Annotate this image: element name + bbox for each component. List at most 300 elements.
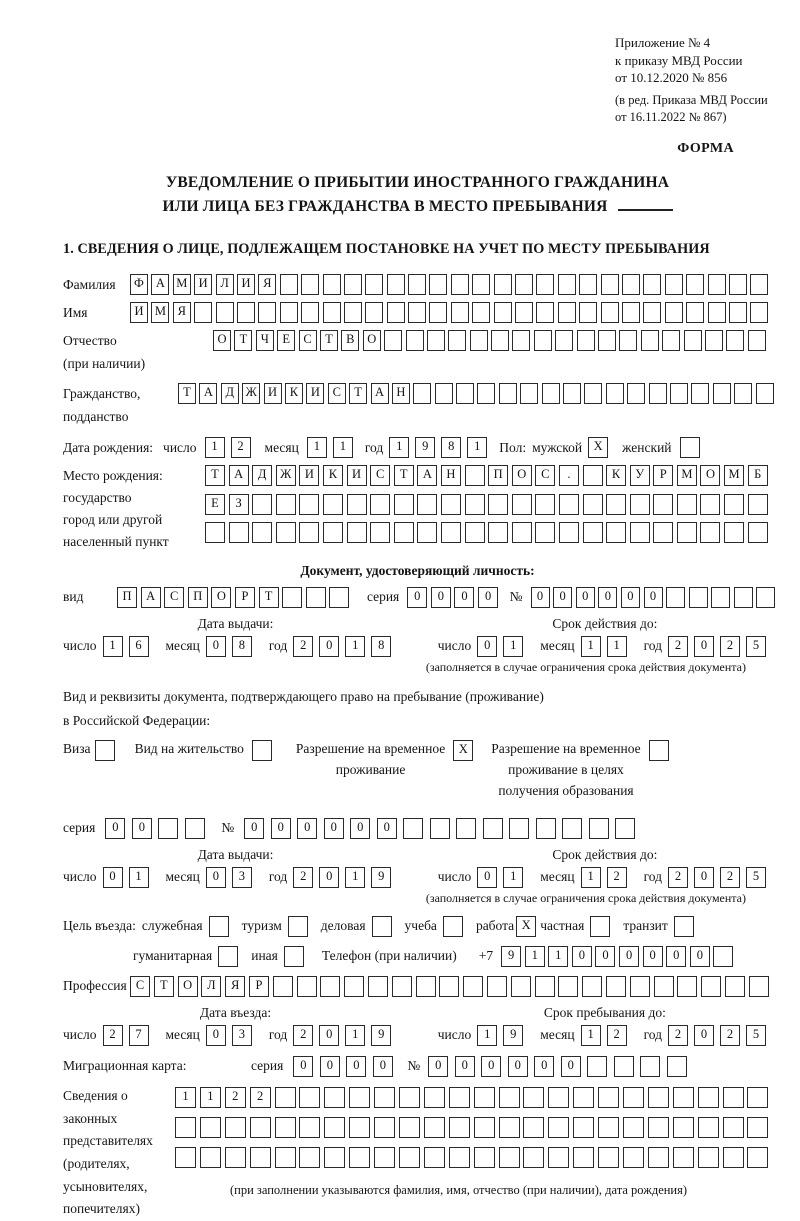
char-cell[interactable]: А bbox=[371, 383, 389, 404]
char-cell[interactable]: 0 bbox=[598, 587, 617, 608]
char-cell[interactable] bbox=[451, 274, 469, 295]
char-cell[interactable] bbox=[723, 1117, 744, 1138]
char-cell[interactable]: С bbox=[299, 330, 317, 351]
residence-issue-month-cells[interactable] bbox=[206, 867, 258, 888]
char-cell[interactable] bbox=[372, 916, 392, 937]
residence-valid-year-cells[interactable] bbox=[668, 867, 772, 888]
char-cell[interactable] bbox=[368, 976, 388, 997]
citizenship-cells[interactable] bbox=[178, 383, 777, 404]
char-cell[interactable] bbox=[558, 976, 578, 997]
char-cell[interactable] bbox=[324, 1147, 345, 1168]
char-cell[interactable] bbox=[472, 274, 490, 295]
char-cell[interactable]: 1 bbox=[503, 636, 523, 657]
char-cell[interactable]: X bbox=[588, 437, 608, 458]
char-cell[interactable] bbox=[748, 522, 768, 543]
char-cell[interactable]: 0 bbox=[595, 946, 615, 967]
char-cell[interactable]: 9 bbox=[415, 437, 435, 458]
char-cell[interactable]: Ч bbox=[256, 330, 274, 351]
char-cell[interactable] bbox=[729, 302, 747, 323]
char-cell[interactable] bbox=[729, 274, 747, 295]
char-cell[interactable] bbox=[598, 1147, 619, 1168]
birth-place-cells-row2[interactable] bbox=[205, 494, 771, 515]
char-cell[interactable] bbox=[648, 1147, 669, 1168]
char-cell[interactable]: 0 bbox=[572, 946, 592, 967]
char-cell[interactable] bbox=[349, 1117, 370, 1138]
char-cell[interactable]: 0 bbox=[297, 818, 317, 839]
char-cell[interactable] bbox=[347, 494, 367, 515]
char-cell[interactable] bbox=[472, 302, 490, 323]
char-cell[interactable]: Р bbox=[235, 587, 255, 608]
char-cell[interactable] bbox=[250, 1117, 271, 1138]
char-cell[interactable]: С bbox=[164, 587, 184, 608]
char-cell[interactable] bbox=[200, 1117, 221, 1138]
char-cell[interactable]: И bbox=[299, 465, 319, 486]
char-cell[interactable] bbox=[689, 587, 708, 608]
char-cell[interactable]: 1 bbox=[477, 1025, 497, 1046]
char-cell[interactable]: А bbox=[417, 465, 437, 486]
char-cell[interactable] bbox=[691, 383, 709, 404]
char-cell[interactable] bbox=[573, 1087, 594, 1108]
char-cell[interactable]: Б bbox=[748, 465, 768, 486]
char-cell[interactable] bbox=[673, 1117, 694, 1138]
char-cell[interactable]: 0 bbox=[694, 636, 714, 657]
char-cell[interactable] bbox=[491, 330, 509, 351]
char-cell[interactable] bbox=[297, 976, 317, 997]
char-cell[interactable] bbox=[559, 494, 579, 515]
char-cell[interactable] bbox=[408, 274, 426, 295]
stay-year-cells[interactable] bbox=[668, 1025, 772, 1046]
char-cell[interactable] bbox=[619, 330, 637, 351]
purpose-transit-checkbox[interactable] bbox=[674, 916, 694, 937]
char-cell[interactable]: С bbox=[370, 465, 390, 486]
char-cell[interactable] bbox=[324, 1117, 345, 1138]
char-cell[interactable]: 2 bbox=[720, 636, 740, 657]
char-cell[interactable] bbox=[523, 1147, 544, 1168]
char-cell[interactable] bbox=[374, 1117, 395, 1138]
char-cell[interactable] bbox=[194, 302, 212, 323]
char-cell[interactable] bbox=[643, 302, 661, 323]
char-cell[interactable]: 0 bbox=[644, 587, 663, 608]
char-cell[interactable] bbox=[399, 1087, 420, 1108]
char-cell[interactable] bbox=[548, 1117, 569, 1138]
char-cell[interactable] bbox=[344, 302, 362, 323]
char-cell[interactable] bbox=[449, 1147, 470, 1168]
char-cell[interactable]: А bbox=[199, 383, 217, 404]
char-cell[interactable] bbox=[323, 302, 341, 323]
char-cell[interactable] bbox=[630, 494, 650, 515]
char-cell[interactable] bbox=[548, 1147, 569, 1168]
char-cell[interactable]: 0 bbox=[561, 1056, 581, 1077]
char-cell[interactable] bbox=[299, 494, 319, 515]
char-cell[interactable] bbox=[413, 383, 431, 404]
char-cell[interactable] bbox=[399, 1147, 420, 1168]
residence-number-cells[interactable] bbox=[244, 818, 642, 839]
char-cell[interactable] bbox=[606, 976, 626, 997]
birth-place-cells-row1[interactable] bbox=[205, 465, 771, 486]
char-cell[interactable] bbox=[237, 302, 255, 323]
char-cell[interactable]: 1 bbox=[581, 1025, 601, 1046]
char-cell[interactable] bbox=[288, 916, 308, 937]
char-cell[interactable] bbox=[394, 522, 414, 543]
char-cell[interactable] bbox=[439, 976, 459, 997]
char-cell[interactable] bbox=[674, 916, 694, 937]
char-cell[interactable]: 1 bbox=[581, 867, 601, 888]
char-cell[interactable]: К bbox=[323, 465, 343, 486]
char-cell[interactable]: П bbox=[188, 587, 208, 608]
char-cell[interactable]: 0 bbox=[666, 946, 686, 967]
profession-cells[interactable] bbox=[130, 976, 773, 997]
char-cell[interactable] bbox=[677, 976, 697, 997]
char-cell[interactable]: 2 bbox=[293, 1025, 313, 1046]
char-cell[interactable]: Е bbox=[277, 330, 295, 351]
char-cell[interactable]: Л bbox=[201, 976, 221, 997]
char-cell[interactable] bbox=[275, 1117, 296, 1138]
char-cell[interactable] bbox=[443, 916, 463, 937]
char-cell[interactable]: 0 bbox=[350, 818, 370, 839]
char-cell[interactable] bbox=[577, 330, 595, 351]
char-cell[interactable] bbox=[435, 383, 453, 404]
char-cell[interactable]: 2 bbox=[103, 1025, 123, 1046]
char-cell[interactable]: 0 bbox=[103, 867, 123, 888]
char-cell[interactable] bbox=[474, 1117, 495, 1138]
char-cell[interactable] bbox=[653, 522, 673, 543]
char-cell[interactable] bbox=[323, 522, 343, 543]
char-cell[interactable]: 1 bbox=[548, 946, 568, 967]
char-cell[interactable]: 3 bbox=[232, 867, 252, 888]
char-cell[interactable]: X bbox=[516, 916, 536, 937]
char-cell[interactable]: П bbox=[488, 465, 508, 486]
char-cell[interactable] bbox=[548, 1087, 569, 1108]
char-cell[interactable] bbox=[252, 494, 272, 515]
char-cell[interactable] bbox=[329, 587, 349, 608]
char-cell[interactable] bbox=[700, 494, 720, 515]
char-cell[interactable] bbox=[299, 1147, 320, 1168]
char-cell[interactable]: Н bbox=[441, 465, 461, 486]
char-cell[interactable]: 1 bbox=[389, 437, 409, 458]
char-cell[interactable]: 1 bbox=[200, 1087, 221, 1108]
char-cell[interactable] bbox=[686, 302, 704, 323]
char-cell[interactable]: 0 bbox=[531, 587, 550, 608]
char-cell[interactable] bbox=[640, 1056, 660, 1077]
char-cell[interactable] bbox=[677, 522, 697, 543]
migration-number-cells[interactable] bbox=[428, 1056, 693, 1077]
doc-valid-year-cells[interactable] bbox=[668, 636, 772, 657]
char-cell[interactable]: Т bbox=[394, 465, 414, 486]
char-cell[interactable]: 2 bbox=[668, 867, 688, 888]
char-cell[interactable] bbox=[216, 302, 234, 323]
residence-valid-day-cells[interactable] bbox=[477, 867, 529, 888]
char-cell[interactable]: М bbox=[151, 302, 169, 323]
char-cell[interactable] bbox=[449, 1117, 470, 1138]
char-cell[interactable] bbox=[665, 274, 683, 295]
char-cell[interactable]: 1 bbox=[175, 1087, 196, 1108]
char-cell[interactable] bbox=[158, 818, 178, 839]
char-cell[interactable]: 8 bbox=[371, 636, 391, 657]
char-cell[interactable] bbox=[456, 383, 474, 404]
char-cell[interactable] bbox=[590, 916, 610, 937]
char-cell[interactable] bbox=[583, 465, 603, 486]
char-cell[interactable] bbox=[275, 1147, 296, 1168]
temp-residence-checkbox[interactable] bbox=[453, 740, 473, 761]
char-cell[interactable] bbox=[708, 302, 726, 323]
char-cell[interactable]: У bbox=[630, 465, 650, 486]
char-cell[interactable] bbox=[749, 976, 769, 997]
residence-issue-day-cells[interactable] bbox=[103, 867, 155, 888]
char-cell[interactable] bbox=[488, 522, 508, 543]
char-cell[interactable] bbox=[456, 818, 476, 839]
char-cell[interactable]: И bbox=[347, 465, 367, 486]
char-cell[interactable]: 2 bbox=[720, 1025, 740, 1046]
char-cell[interactable] bbox=[365, 274, 383, 295]
char-cell[interactable]: Ж bbox=[276, 465, 296, 486]
char-cell[interactable]: 0 bbox=[478, 587, 498, 608]
char-cell[interactable] bbox=[520, 383, 538, 404]
char-cell[interactable] bbox=[273, 976, 293, 997]
residence-valid-month-cells[interactable] bbox=[581, 867, 633, 888]
char-cell[interactable] bbox=[724, 494, 744, 515]
char-cell[interactable] bbox=[662, 330, 680, 351]
char-cell[interactable] bbox=[488, 494, 508, 515]
char-cell[interactable]: 9 bbox=[371, 867, 391, 888]
char-cell[interactable]: М bbox=[677, 465, 697, 486]
char-cell[interactable] bbox=[756, 383, 774, 404]
char-cell[interactable]: 2 bbox=[293, 636, 313, 657]
char-cell[interactable]: 1 bbox=[345, 636, 365, 657]
char-cell[interactable]: И bbox=[306, 383, 324, 404]
birth-day-cells[interactable] bbox=[205, 437, 257, 458]
char-cell[interactable] bbox=[665, 302, 683, 323]
char-cell[interactable]: 0 bbox=[643, 946, 663, 967]
char-cell[interactable]: 2 bbox=[225, 1087, 246, 1108]
char-cell[interactable] bbox=[509, 818, 529, 839]
char-cell[interactable]: И bbox=[130, 302, 148, 323]
purpose-other-checkbox[interactable] bbox=[284, 946, 304, 967]
char-cell[interactable]: 1 bbox=[103, 636, 123, 657]
char-cell[interactable] bbox=[601, 274, 619, 295]
char-cell[interactable] bbox=[349, 1087, 370, 1108]
char-cell[interactable] bbox=[252, 740, 272, 761]
char-cell[interactable] bbox=[470, 330, 488, 351]
char-cell[interactable] bbox=[673, 1087, 694, 1108]
char-cell[interactable] bbox=[499, 383, 517, 404]
birth-year-cells[interactable] bbox=[389, 437, 493, 458]
char-cell[interactable]: 0 bbox=[324, 818, 344, 839]
char-cell[interactable] bbox=[701, 976, 721, 997]
char-cell[interactable]: В bbox=[341, 330, 359, 351]
char-cell[interactable]: 0 bbox=[346, 1056, 366, 1077]
char-cell[interactable] bbox=[582, 976, 602, 997]
char-cell[interactable] bbox=[209, 916, 229, 937]
char-cell[interactable]: 0 bbox=[454, 587, 474, 608]
residence-issue-year-cells[interactable] bbox=[293, 867, 397, 888]
char-cell[interactable] bbox=[427, 330, 445, 351]
char-cell[interactable] bbox=[511, 976, 531, 997]
char-cell[interactable] bbox=[723, 1087, 744, 1108]
char-cell[interactable]: О bbox=[213, 330, 231, 351]
doc-issue-year-cells[interactable] bbox=[293, 636, 397, 657]
char-cell[interactable]: 0 bbox=[206, 1025, 226, 1046]
char-cell[interactable] bbox=[562, 818, 582, 839]
char-cell[interactable]: 2 bbox=[607, 1025, 627, 1046]
char-cell[interactable]: Я bbox=[258, 274, 276, 295]
char-cell[interactable] bbox=[598, 1087, 619, 1108]
char-cell[interactable] bbox=[499, 1087, 520, 1108]
char-cell[interactable] bbox=[499, 1117, 520, 1138]
char-cell[interactable] bbox=[748, 330, 766, 351]
char-cell[interactable]: 8 bbox=[441, 437, 461, 458]
char-cell[interactable] bbox=[700, 522, 720, 543]
char-cell[interactable] bbox=[225, 1147, 246, 1168]
char-cell[interactable]: И bbox=[264, 383, 282, 404]
char-cell[interactable] bbox=[430, 818, 450, 839]
char-cell[interactable] bbox=[534, 330, 552, 351]
migration-series-cells[interactable] bbox=[293, 1056, 399, 1077]
char-cell[interactable] bbox=[667, 1056, 687, 1077]
char-cell[interactable]: 0 bbox=[621, 587, 640, 608]
char-cell[interactable] bbox=[654, 976, 674, 997]
char-cell[interactable] bbox=[320, 976, 340, 997]
char-cell[interactable]: С bbox=[130, 976, 150, 997]
char-cell[interactable] bbox=[429, 302, 447, 323]
char-cell[interactable]: Л bbox=[216, 274, 234, 295]
char-cell[interactable] bbox=[515, 302, 533, 323]
char-cell[interactable] bbox=[387, 302, 405, 323]
char-cell[interactable] bbox=[477, 383, 495, 404]
char-cell[interactable]: 5 bbox=[746, 867, 766, 888]
purpose-work-checkbox[interactable] bbox=[516, 916, 536, 937]
char-cell[interactable]: 0 bbox=[206, 636, 226, 657]
char-cell[interactable]: 1 bbox=[345, 1025, 365, 1046]
char-cell[interactable]: 0 bbox=[576, 587, 595, 608]
char-cell[interactable]: С bbox=[328, 383, 346, 404]
char-cell[interactable] bbox=[535, 522, 555, 543]
char-cell[interactable] bbox=[483, 818, 503, 839]
char-cell[interactable] bbox=[684, 330, 702, 351]
char-cell[interactable]: 0 bbox=[553, 587, 572, 608]
char-cell[interactable] bbox=[698, 1147, 719, 1168]
char-cell[interactable] bbox=[280, 302, 298, 323]
char-cell[interactable]: 2 bbox=[668, 1025, 688, 1046]
char-cell[interactable] bbox=[299, 522, 319, 543]
char-cell[interactable] bbox=[734, 383, 752, 404]
char-cell[interactable]: 2 bbox=[720, 867, 740, 888]
char-cell[interactable] bbox=[583, 494, 603, 515]
char-cell[interactable] bbox=[535, 976, 555, 997]
char-cell[interactable]: О bbox=[512, 465, 532, 486]
char-cell[interactable] bbox=[670, 383, 688, 404]
char-cell[interactable] bbox=[374, 1147, 395, 1168]
visa-checkbox[interactable] bbox=[95, 740, 115, 761]
char-cell[interactable] bbox=[205, 522, 225, 543]
char-cell[interactable] bbox=[515, 274, 533, 295]
char-cell[interactable] bbox=[542, 383, 560, 404]
purpose-business-checkbox[interactable] bbox=[372, 916, 392, 937]
char-cell[interactable] bbox=[713, 383, 731, 404]
patronymic-cells[interactable] bbox=[213, 330, 769, 351]
entry-month-cells[interactable] bbox=[206, 1025, 258, 1046]
char-cell[interactable]: 0 bbox=[132, 818, 152, 839]
char-cell[interactable]: 9 bbox=[371, 1025, 391, 1046]
char-cell[interactable] bbox=[301, 274, 319, 295]
char-cell[interactable] bbox=[598, 330, 616, 351]
char-cell[interactable] bbox=[323, 274, 341, 295]
char-cell[interactable] bbox=[598, 1117, 619, 1138]
representatives-cells-row1[interactable] bbox=[175, 1087, 772, 1108]
char-cell[interactable] bbox=[601, 302, 619, 323]
char-cell[interactable] bbox=[536, 274, 554, 295]
char-cell[interactable]: 0 bbox=[377, 818, 397, 839]
char-cell[interactable] bbox=[494, 274, 512, 295]
char-cell[interactable]: . bbox=[559, 465, 579, 486]
char-cell[interactable]: О bbox=[700, 465, 720, 486]
char-cell[interactable] bbox=[370, 522, 390, 543]
char-cell[interactable] bbox=[724, 522, 744, 543]
char-cell[interactable] bbox=[563, 383, 581, 404]
char-cell[interactable]: 0 bbox=[105, 818, 125, 839]
char-cell[interactable] bbox=[622, 274, 640, 295]
char-cell[interactable]: 9 bbox=[501, 946, 521, 967]
char-cell[interactable] bbox=[384, 330, 402, 351]
char-cell[interactable]: 2 bbox=[250, 1087, 271, 1108]
char-cell[interactable] bbox=[175, 1117, 196, 1138]
char-cell[interactable] bbox=[403, 818, 423, 839]
doc-kind-cells[interactable] bbox=[117, 587, 353, 608]
char-cell[interactable] bbox=[630, 976, 650, 997]
char-cell[interactable] bbox=[365, 302, 383, 323]
char-cell[interactable]: 0 bbox=[477, 867, 497, 888]
stay-day-cells[interactable] bbox=[477, 1025, 529, 1046]
char-cell[interactable]: X bbox=[453, 740, 473, 761]
char-cell[interactable] bbox=[558, 274, 576, 295]
char-cell[interactable]: 0 bbox=[293, 1056, 313, 1077]
char-cell[interactable] bbox=[392, 976, 412, 997]
char-cell[interactable] bbox=[448, 330, 466, 351]
char-cell[interactable] bbox=[280, 274, 298, 295]
char-cell[interactable] bbox=[324, 1087, 345, 1108]
birth-place-cells-row3[interactable] bbox=[205, 522, 771, 543]
char-cell[interactable] bbox=[284, 946, 304, 967]
char-cell[interactable] bbox=[734, 587, 753, 608]
char-cell[interactable]: О bbox=[211, 587, 231, 608]
char-cell[interactable] bbox=[282, 587, 302, 608]
char-cell[interactable] bbox=[185, 818, 205, 839]
char-cell[interactable]: 1 bbox=[581, 636, 601, 657]
char-cell[interactable]: 0 bbox=[319, 636, 339, 657]
char-cell[interactable] bbox=[623, 1087, 644, 1108]
char-cell[interactable]: А bbox=[151, 274, 169, 295]
char-cell[interactable]: 6 bbox=[129, 636, 149, 657]
char-cell[interactable] bbox=[416, 976, 436, 997]
char-cell[interactable]: И bbox=[194, 274, 212, 295]
char-cell[interactable] bbox=[474, 1087, 495, 1108]
char-cell[interactable] bbox=[429, 274, 447, 295]
char-cell[interactable]: 1 bbox=[345, 867, 365, 888]
char-cell[interactable]: 1 bbox=[607, 636, 627, 657]
char-cell[interactable] bbox=[512, 522, 532, 543]
char-cell[interactable] bbox=[499, 1147, 520, 1168]
char-cell[interactable] bbox=[200, 1147, 221, 1168]
char-cell[interactable] bbox=[512, 494, 532, 515]
char-cell[interactable]: Н bbox=[392, 383, 410, 404]
char-cell[interactable]: 2 bbox=[668, 636, 688, 657]
char-cell[interactable] bbox=[424, 1087, 445, 1108]
char-cell[interactable]: 0 bbox=[319, 1025, 339, 1046]
doc-series-cells[interactable] bbox=[407, 587, 501, 608]
char-cell[interactable] bbox=[648, 1117, 669, 1138]
char-cell[interactable] bbox=[523, 1087, 544, 1108]
char-cell[interactable] bbox=[747, 1147, 768, 1168]
char-cell[interactable] bbox=[424, 1117, 445, 1138]
